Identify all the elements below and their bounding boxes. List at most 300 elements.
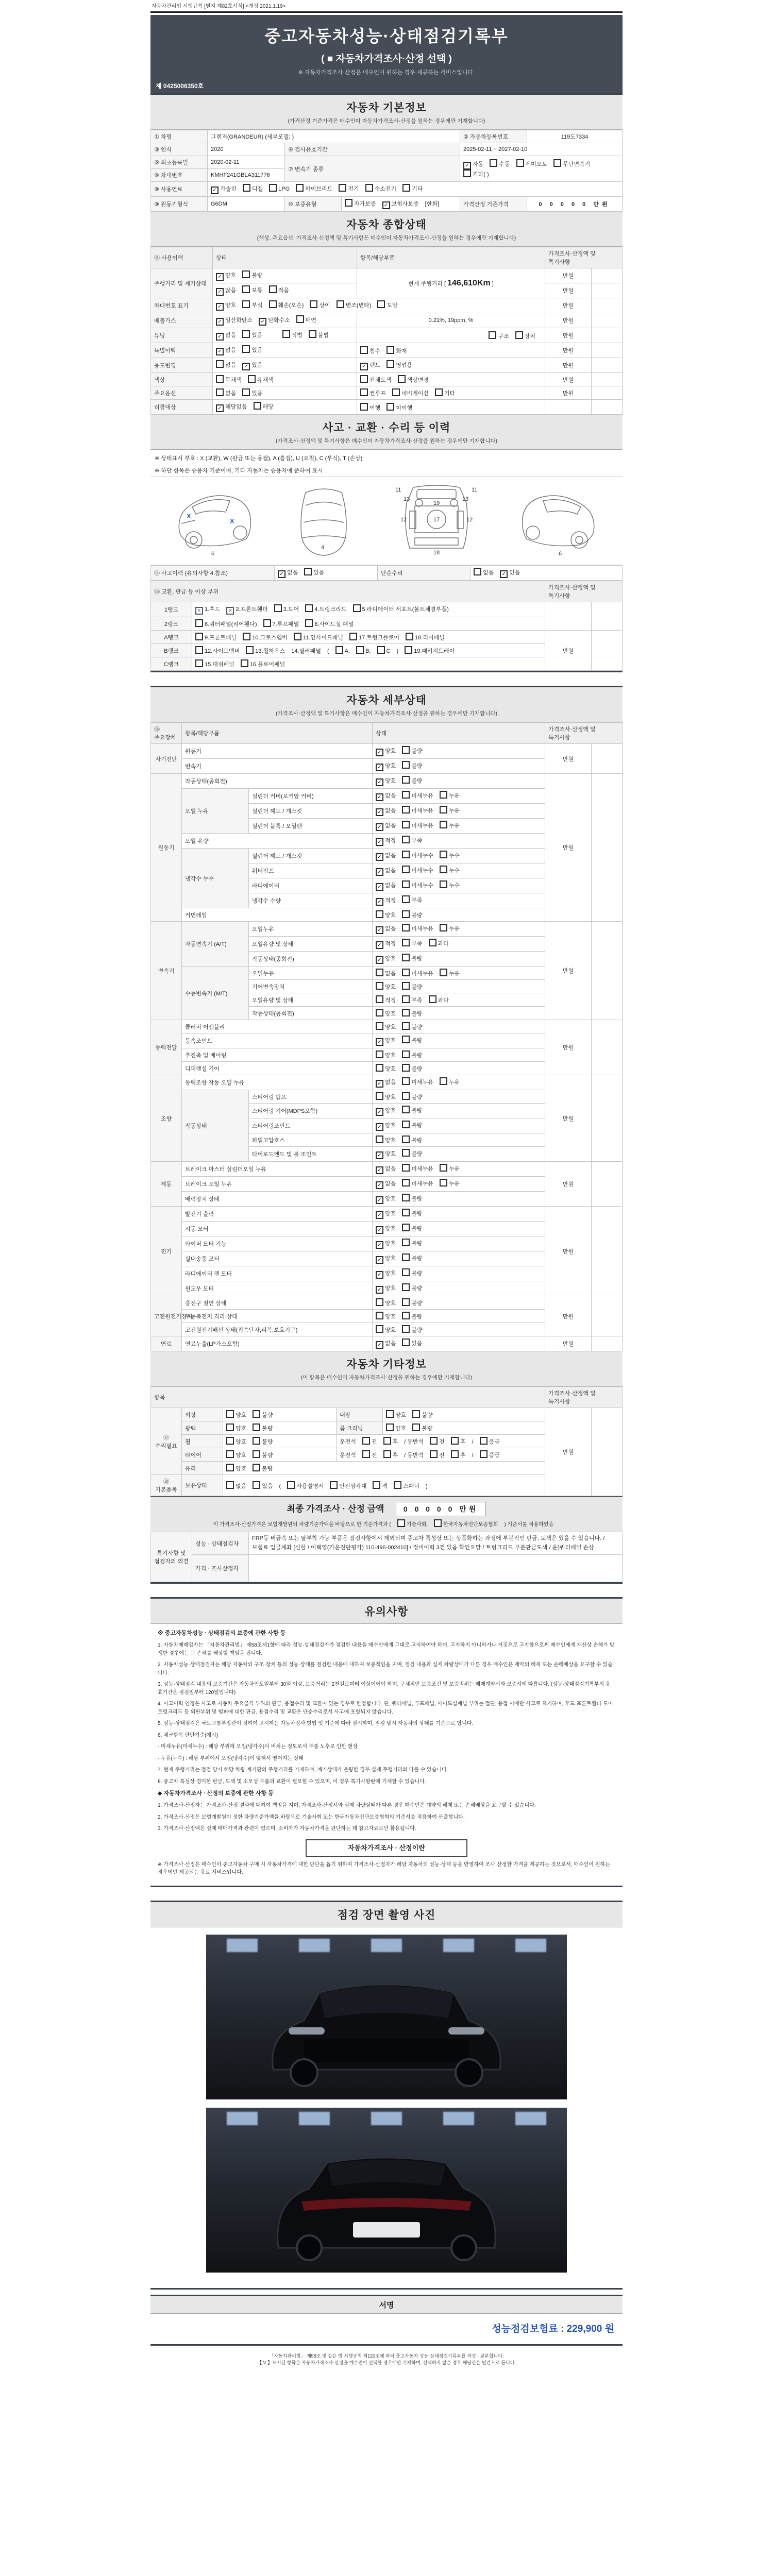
checkbox-option[interactable] — [402, 1209, 422, 1217]
checkbox-option[interactable] — [489, 331, 509, 340]
checkbox-option[interactable] — [412, 1410, 432, 1419]
checkbox-option[interactable] — [430, 1437, 445, 1446]
empty-checkbox-icon[interactable] — [305, 604, 313, 612]
checkbox-option[interactable] — [216, 271, 236, 281]
empty-checkbox-icon[interactable] — [402, 995, 410, 1003]
empty-checkbox-icon[interactable] — [402, 1064, 410, 1072]
checked-checkbox-icon[interactable]: ✓ — [376, 1123, 383, 1131]
empty-checkbox-icon[interactable] — [269, 184, 277, 192]
checkbox-option[interactable] — [216, 360, 236, 369]
checkbox-option[interactable] — [406, 633, 445, 641]
checkbox-option[interactable] — [376, 1325, 396, 1334]
checkbox-option[interactable] — [242, 345, 262, 354]
empty-checkbox-icon[interactable] — [253, 1410, 260, 1418]
checkbox-option[interactable] — [402, 866, 433, 874]
empty-checkbox-icon[interactable] — [386, 403, 394, 411]
empty-checkbox-icon[interactable] — [376, 982, 383, 990]
empty-checkbox-icon[interactable] — [402, 910, 410, 918]
checkbox-option[interactable] — [195, 605, 220, 615]
checkbox-option[interactable] — [226, 1464, 246, 1472]
checkbox-option[interactable] — [386, 346, 407, 355]
checked-checkbox-icon[interactable]: ✓ — [376, 1286, 383, 1294]
checkbox-option[interactable] — [376, 1209, 396, 1219]
checkbox-option[interactable] — [360, 403, 380, 412]
empty-checkbox-icon[interactable] — [402, 1136, 410, 1143]
empty-checkbox-icon[interactable] — [254, 402, 261, 410]
empty-checkbox-icon[interactable] — [195, 619, 203, 627]
checkbox-option[interactable] — [500, 568, 520, 578]
checkbox-option[interactable] — [376, 954, 396, 964]
checked-checkbox-icon[interactable]: ✓ — [376, 778, 383, 786]
checked-checkbox-icon[interactable]: ✓ — [376, 1166, 383, 1174]
checkbox-option[interactable] — [383, 1450, 398, 1459]
empty-checkbox-icon[interactable] — [269, 285, 277, 293]
empty-checkbox-icon[interactable] — [402, 746, 410, 754]
x-mark-checkbox-icon[interactable]: ✕ — [195, 607, 203, 615]
empty-checkbox-icon[interactable] — [242, 270, 250, 278]
checkbox-option[interactable] — [402, 1149, 422, 1158]
empty-checkbox-icon[interactable] — [402, 1092, 410, 1100]
checkbox-option[interactable] — [376, 910, 396, 919]
empty-checkbox-icon[interactable] — [440, 1077, 447, 1085]
checkbox-option[interactable] — [195, 633, 237, 641]
checkbox-option[interactable] — [402, 1121, 422, 1129]
checkbox-option[interactable] — [242, 270, 262, 279]
checkbox-option[interactable] — [412, 1423, 432, 1432]
checkbox-option[interactable] — [402, 1298, 422, 1307]
checkbox-option[interactable] — [376, 995, 396, 1004]
empty-checkbox-icon[interactable] — [440, 806, 447, 814]
checkbox-option[interactable] — [474, 568, 494, 577]
checkbox-option[interactable] — [402, 939, 422, 947]
checkbox-option[interactable] — [386, 1423, 406, 1432]
checkbox-option[interactable] — [253, 1464, 273, 1472]
checked-checkbox-icon[interactable]: ✓ — [376, 1108, 383, 1116]
checkbox-option[interactable] — [216, 301, 236, 311]
empty-checkbox-icon[interactable] — [440, 821, 447, 828]
empty-checkbox-icon[interactable] — [376, 1136, 383, 1143]
checkbox-option[interactable] — [376, 1136, 396, 1144]
checked-checkbox-icon[interactable]: ✓ — [376, 1151, 383, 1159]
empty-checkbox-icon[interactable] — [402, 866, 410, 873]
empty-checkbox-icon[interactable] — [377, 300, 385, 308]
checkbox-option[interactable] — [259, 316, 290, 326]
empty-checkbox-icon[interactable] — [337, 300, 344, 308]
empty-checkbox-icon[interactable] — [412, 1423, 420, 1431]
checked-checkbox-icon[interactable]: ✓ — [376, 898, 383, 906]
x-mark-checkbox-icon[interactable]: ✕ — [226, 607, 234, 615]
empty-checkbox-icon[interactable] — [195, 659, 203, 667]
checkbox-option[interactable] — [345, 199, 376, 208]
checkbox-option[interactable] — [451, 1450, 466, 1459]
empty-checkbox-icon[interactable] — [553, 159, 561, 167]
empty-checkbox-icon[interactable] — [402, 1077, 410, 1085]
checkbox-option[interactable] — [226, 1450, 246, 1459]
signature-area[interactable] — [150, 2314, 623, 2344]
empty-checkbox-icon[interactable] — [440, 791, 447, 799]
empty-checkbox-icon[interactable] — [394, 1481, 401, 1489]
checkbox-option[interactable] — [376, 806, 396, 816]
empty-checkbox-icon[interactable] — [226, 1481, 234, 1489]
checkbox-option[interactable] — [402, 806, 433, 815]
empty-checkbox-icon[interactable] — [402, 1149, 410, 1157]
empty-checkbox-icon[interactable] — [402, 1164, 410, 1172]
empty-checkbox-icon[interactable] — [402, 1224, 410, 1231]
checked-checkbox-icon[interactable]: ✓ — [376, 1271, 383, 1279]
checked-checkbox-icon[interactable]: ✓ — [278, 570, 285, 578]
empty-checkbox-icon[interactable] — [349, 633, 357, 640]
empty-checkbox-icon[interactable] — [402, 851, 410, 858]
checkbox-option[interactable] — [195, 619, 257, 628]
empty-checkbox-icon[interactable] — [402, 1268, 410, 1276]
checkbox-option[interactable] — [376, 896, 396, 906]
empty-checkbox-icon[interactable] — [226, 1437, 234, 1445]
checkbox-option[interactable] — [269, 184, 290, 192]
checkbox-option[interactable] — [376, 791, 396, 801]
empty-checkbox-icon[interactable] — [360, 403, 368, 411]
empty-checkbox-icon[interactable] — [269, 300, 277, 308]
checkbox-option[interactable] — [376, 1254, 396, 1264]
checkbox-option[interactable] — [397, 1519, 428, 1528]
checkbox-option[interactable] — [402, 982, 422, 991]
empty-checkbox-icon[interactable] — [243, 184, 250, 192]
checkbox-option[interactable] — [430, 1450, 445, 1459]
checked-checkbox-icon[interactable]: ✓ — [376, 838, 383, 846]
empty-checkbox-icon[interactable] — [373, 1481, 380, 1489]
checkbox-option[interactable] — [376, 924, 396, 934]
checkbox-option[interactable] — [242, 300, 262, 309]
checkbox-option[interactable] — [226, 605, 267, 615]
checked-checkbox-icon[interactable]: ✓ — [376, 941, 383, 949]
checked-checkbox-icon[interactable]: ✓ — [376, 853, 383, 861]
empty-checkbox-icon[interactable] — [248, 375, 256, 383]
empty-checkbox-icon[interactable] — [282, 330, 290, 338]
checked-checkbox-icon[interactable]: ✓ — [376, 1256, 383, 1264]
empty-checkbox-icon[interactable] — [216, 388, 224, 396]
checked-checkbox-icon[interactable]: ✓ — [376, 1341, 383, 1349]
checkbox-option[interactable] — [360, 346, 380, 355]
checkbox-option[interactable] — [402, 910, 422, 919]
checkbox-option[interactable] — [440, 821, 460, 829]
checkbox-option[interactable] — [376, 881, 396, 891]
empty-checkbox-icon[interactable] — [195, 633, 203, 640]
empty-checkbox-icon[interactable] — [330, 1481, 338, 1489]
checkbox-option[interactable] — [402, 1136, 422, 1144]
checkbox-option[interactable] — [216, 375, 242, 384]
empty-checkbox-icon[interactable] — [412, 1410, 420, 1418]
empty-checkbox-icon[interactable] — [376, 910, 383, 918]
checkbox-option[interactable] — [376, 1022, 396, 1031]
empty-checkbox-icon[interactable] — [397, 1519, 405, 1527]
checkbox-option[interactable] — [405, 646, 455, 655]
checkbox-option[interactable] — [553, 159, 590, 168]
checkbox-option[interactable] — [376, 1036, 396, 1046]
checked-checkbox-icon[interactable]: ✓ — [382, 201, 390, 209]
checkbox-option[interactable] — [402, 184, 423, 193]
empty-checkbox-icon[interactable] — [402, 836, 410, 843]
checkbox-option[interactable] — [356, 646, 371, 654]
checkbox-option[interactable] — [226, 1437, 246, 1446]
checkbox-option[interactable] — [296, 315, 316, 324]
empty-checkbox-icon[interactable] — [242, 300, 250, 308]
checkbox-option[interactable] — [376, 1269, 396, 1279]
checkbox-option[interactable] — [294, 633, 343, 641]
checkbox-option[interactable] — [386, 1410, 406, 1419]
checked-checkbox-icon[interactable]: ✓ — [216, 288, 224, 296]
empty-checkbox-icon[interactable] — [253, 1481, 260, 1489]
empty-checkbox-icon[interactable] — [430, 1437, 438, 1445]
checkbox-option[interactable] — [226, 1410, 246, 1419]
empty-checkbox-icon[interactable] — [402, 1283, 410, 1291]
checkbox-option[interactable] — [402, 1338, 422, 1347]
checkbox-option[interactable] — [382, 199, 419, 209]
empty-checkbox-icon[interactable] — [360, 346, 368, 354]
empty-checkbox-icon[interactable] — [402, 1338, 410, 1346]
checkbox-option[interactable] — [440, 866, 460, 874]
empty-checkbox-icon[interactable] — [429, 995, 436, 1003]
checkbox-option[interactable] — [402, 1022, 422, 1031]
checkbox-option[interactable] — [402, 791, 433, 800]
empty-checkbox-icon[interactable] — [241, 659, 248, 667]
checked-checkbox-icon[interactable]: ✓ — [376, 1038, 383, 1046]
empty-checkbox-icon[interactable] — [402, 924, 410, 931]
empty-checkbox-icon[interactable] — [296, 315, 304, 323]
checkbox-option[interactable] — [216, 331, 236, 341]
empty-checkbox-icon[interactable] — [402, 791, 410, 799]
checkbox-option[interactable] — [376, 1239, 396, 1249]
checkbox-option[interactable] — [377, 646, 391, 654]
checkbox-option[interactable] — [216, 286, 236, 296]
empty-checkbox-icon[interactable] — [402, 1179, 410, 1187]
empty-checkbox-icon[interactable] — [402, 1253, 410, 1261]
empty-checkbox-icon[interactable] — [402, 1050, 410, 1058]
checkbox-option[interactable] — [330, 1481, 366, 1490]
checkbox-option[interactable] — [429, 995, 449, 1004]
empty-checkbox-icon[interactable] — [274, 604, 282, 612]
empty-checkbox-icon[interactable] — [402, 776, 410, 784]
empty-checkbox-icon[interactable] — [405, 646, 412, 654]
checkbox-option[interactable] — [376, 982, 396, 991]
empty-checkbox-icon[interactable] — [362, 1437, 370, 1445]
empty-checkbox-icon[interactable] — [402, 954, 410, 961]
checkbox-option[interactable] — [226, 1481, 246, 1490]
empty-checkbox-icon[interactable] — [386, 1423, 394, 1431]
checkbox-option[interactable] — [402, 1312, 422, 1320]
checkbox-option[interactable] — [376, 1179, 396, 1189]
empty-checkbox-icon[interactable] — [365, 184, 373, 192]
empty-checkbox-icon[interactable] — [451, 1450, 459, 1458]
empty-checkbox-icon[interactable] — [516, 159, 524, 167]
empty-checkbox-icon[interactable] — [309, 330, 316, 338]
empty-checkbox-icon[interactable] — [376, 1022, 383, 1030]
empty-checkbox-icon[interactable] — [386, 1410, 394, 1418]
empty-checkbox-icon[interactable] — [216, 375, 224, 383]
checked-checkbox-icon[interactable]: ✓ — [216, 318, 224, 326]
checked-checkbox-icon[interactable]: ✓ — [376, 808, 383, 816]
checkbox-option[interactable] — [376, 776, 396, 786]
empty-checkbox-icon[interactable] — [296, 184, 304, 192]
empty-checkbox-icon[interactable] — [440, 880, 447, 888]
checkbox-option[interactable] — [480, 1450, 500, 1459]
checkbox-option[interactable] — [216, 402, 247, 412]
checkbox-option[interactable] — [429, 939, 449, 947]
empty-checkbox-icon[interactable] — [480, 1437, 488, 1445]
empty-checkbox-icon[interactable] — [489, 331, 496, 339]
checkbox-option[interactable] — [376, 851, 396, 861]
checked-checkbox-icon[interactable]: ✓ — [376, 764, 383, 771]
checkbox-option[interactable] — [360, 361, 380, 370]
checkbox-option[interactable] — [211, 184, 237, 194]
checkbox-option[interactable] — [402, 1253, 422, 1262]
empty-checkbox-icon[interactable] — [242, 330, 250, 338]
checkbox-option[interactable] — [440, 969, 460, 977]
empty-checkbox-icon[interactable] — [402, 1009, 410, 1016]
checkbox-option[interactable] — [376, 969, 396, 977]
empty-checkbox-icon[interactable] — [376, 1312, 383, 1319]
empty-checkbox-icon[interactable] — [440, 866, 447, 873]
empty-checkbox-icon[interactable] — [294, 633, 301, 640]
checkbox-option[interactable] — [480, 1437, 500, 1446]
checkbox-option[interactable] — [376, 1164, 396, 1174]
checkbox-option[interactable] — [376, 1312, 396, 1320]
checkbox-option[interactable] — [440, 1164, 460, 1173]
empty-checkbox-icon[interactable] — [440, 924, 447, 931]
checked-checkbox-icon[interactable]: ✓ — [376, 1211, 383, 1219]
checkbox-option[interactable] — [376, 836, 396, 846]
checkbox-option[interactable] — [386, 360, 412, 369]
checked-checkbox-icon[interactable]: ✓ — [216, 303, 224, 311]
empty-checkbox-icon[interactable] — [402, 982, 410, 990]
checkbox-option[interactable] — [216, 346, 236, 355]
checkbox-option[interactable] — [402, 1283, 422, 1292]
checkbox-option[interactable] — [402, 1050, 422, 1059]
checkbox-option[interactable] — [243, 184, 263, 193]
checkbox-option[interactable] — [386, 403, 412, 412]
empty-checkbox-icon[interactable] — [440, 1179, 447, 1187]
checkbox-option[interactable] — [241, 659, 285, 668]
checkbox-option[interactable] — [402, 821, 433, 829]
checkbox-option[interactable] — [246, 646, 285, 655]
checkbox-option[interactable] — [376, 1339, 396, 1349]
checkbox-option[interactable] — [253, 1450, 273, 1459]
checkbox-option[interactable] — [402, 851, 433, 859]
empty-checkbox-icon[interactable] — [402, 1298, 410, 1306]
checkbox-option[interactable] — [254, 402, 274, 411]
checkbox-option[interactable] — [376, 1106, 396, 1116]
empty-checkbox-icon[interactable] — [242, 285, 250, 293]
checkbox-option[interactable] — [253, 1481, 273, 1490]
empty-checkbox-icon[interactable] — [402, 880, 410, 888]
empty-checkbox-icon[interactable] — [402, 969, 410, 976]
checkbox-option[interactable] — [440, 791, 460, 800]
empty-checkbox-icon[interactable] — [463, 170, 471, 177]
checkbox-option[interactable] — [402, 1224, 422, 1232]
empty-checkbox-icon[interactable] — [216, 360, 224, 368]
empty-checkbox-icon[interactable] — [360, 375, 368, 383]
checked-checkbox-icon[interactable]: ✓ — [242, 363, 250, 370]
checked-checkbox-icon[interactable]: ✓ — [360, 363, 368, 370]
checkbox-option[interactable] — [269, 285, 289, 294]
checkbox-option[interactable] — [402, 1194, 422, 1202]
checkbox-option[interactable] — [310, 300, 330, 309]
empty-checkbox-icon[interactable] — [402, 1312, 410, 1319]
empty-checkbox-icon[interactable] — [305, 619, 313, 627]
checkbox-option[interactable] — [242, 388, 262, 397]
checkbox-option[interactable] — [463, 170, 489, 178]
checkbox-option[interactable] — [362, 1437, 377, 1446]
checked-checkbox-icon[interactable]: ✓ — [376, 1196, 383, 1204]
checkbox-option[interactable] — [402, 895, 422, 904]
empty-checkbox-icon[interactable] — [353, 604, 361, 612]
empty-checkbox-icon[interactable] — [402, 1325, 410, 1333]
checked-checkbox-icon[interactable]: ✓ — [216, 404, 224, 412]
checkbox-option[interactable] — [362, 1450, 377, 1459]
empty-checkbox-icon[interactable] — [376, 1064, 383, 1072]
checkbox-option[interactable] — [376, 761, 396, 771]
empty-checkbox-icon[interactable] — [376, 1092, 383, 1100]
empty-checkbox-icon[interactable] — [392, 388, 400, 396]
checkbox-option[interactable] — [304, 568, 324, 577]
empty-checkbox-icon[interactable] — [430, 1450, 438, 1458]
checkbox-option[interactable] — [376, 1284, 396, 1294]
empty-checkbox-icon[interactable] — [402, 761, 410, 769]
checkbox-option[interactable] — [349, 633, 399, 641]
checkbox-option[interactable] — [402, 1239, 422, 1247]
checkbox-option[interactable] — [402, 746, 422, 755]
empty-checkbox-icon[interactable] — [356, 646, 364, 654]
checkbox-option[interactable] — [402, 1325, 422, 1334]
empty-checkbox-icon[interactable] — [406, 633, 413, 640]
empty-checkbox-icon[interactable] — [242, 345, 250, 353]
checkbox-option[interactable] — [282, 330, 303, 339]
checkbox-option[interactable] — [274, 604, 299, 613]
checkbox-option[interactable] — [242, 330, 262, 339]
checked-checkbox-icon[interactable]: ✓ — [216, 348, 224, 355]
checkbox-option[interactable] — [402, 880, 433, 889]
empty-checkbox-icon[interactable] — [310, 300, 317, 308]
checkbox-option[interactable] — [253, 1423, 273, 1432]
checked-checkbox-icon[interactable]: ✓ — [376, 926, 383, 934]
checkbox-option[interactable] — [360, 375, 392, 384]
checkbox-option[interactable] — [440, 1179, 460, 1188]
empty-checkbox-icon[interactable] — [253, 1437, 260, 1445]
checkbox-option[interactable] — [243, 633, 287, 641]
empty-checkbox-icon[interactable] — [195, 646, 203, 654]
checkbox-option[interactable] — [376, 866, 396, 876]
checkbox-option[interactable] — [402, 776, 422, 785]
checked-checkbox-icon[interactable]: ✓ — [376, 1080, 383, 1088]
checked-checkbox-icon[interactable]: ✓ — [216, 273, 224, 281]
checkbox-option[interactable] — [490, 159, 510, 168]
checked-checkbox-icon[interactable]: ✓ — [500, 570, 508, 578]
checkbox-option[interactable] — [216, 388, 236, 397]
empty-checkbox-icon[interactable] — [402, 806, 410, 814]
empty-checkbox-icon[interactable] — [383, 1450, 391, 1458]
checkbox-option[interactable] — [242, 285, 262, 294]
checkbox-option[interactable] — [440, 851, 460, 859]
checkbox-option[interactable] — [337, 300, 372, 309]
checkbox-option[interactable] — [376, 1194, 396, 1204]
checked-checkbox-icon[interactable]: ✓ — [376, 1241, 383, 1249]
checked-checkbox-icon[interactable]: ✓ — [376, 868, 383, 876]
checkbox-option[interactable] — [402, 1179, 433, 1188]
empty-checkbox-icon[interactable] — [226, 1450, 234, 1458]
empty-checkbox-icon[interactable] — [304, 568, 312, 575]
checked-checkbox-icon[interactable]: ✓ — [211, 187, 219, 194]
checkbox-option[interactable] — [402, 1077, 433, 1086]
empty-checkbox-icon[interactable] — [253, 1450, 260, 1458]
checkbox-option[interactable] — [392, 388, 429, 397]
